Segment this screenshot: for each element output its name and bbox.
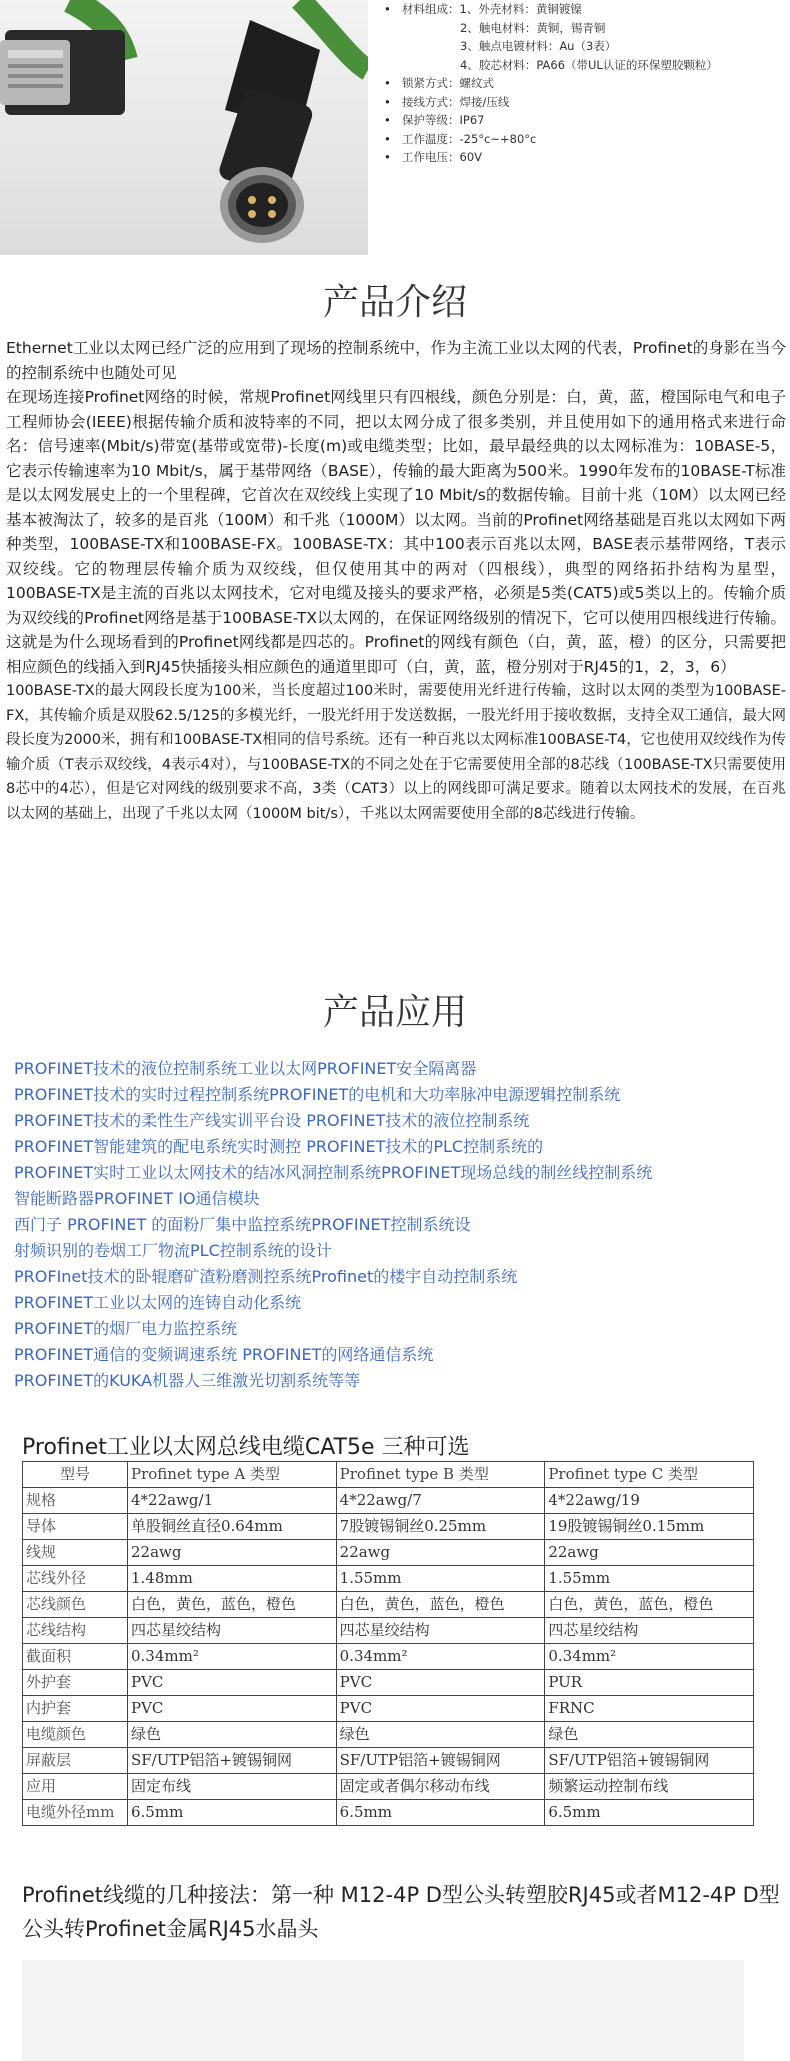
table-cell: PVC: [336, 1696, 545, 1722]
table-cell: 芯线结构: [23, 1618, 128, 1644]
table-cell: 1.48mm: [128, 1566, 337, 1592]
rj45-plug: [0, 30, 125, 115]
spec-label: 工作温度：: [402, 131, 460, 146]
table-cell: 频繁运动控制布线: [545, 1774, 754, 1800]
intro-title: 产品介绍: [322, 282, 467, 323]
table-cell: 6.5mm: [336, 1800, 545, 1826]
table-row: [23, 1774, 754, 1800]
table-cell: 四芯星绞结构: [545, 1618, 754, 1644]
table-cell: 四芯星绞结构: [128, 1618, 337, 1644]
table-cell: PVC: [128, 1696, 337, 1722]
spec-item: [384, 0, 784, 19]
table-cell: 线规: [23, 1540, 128, 1566]
table-cell: 4*22awg/1: [128, 1488, 337, 1514]
table-cell: PUR: [545, 1670, 754, 1696]
table-row: [23, 1540, 754, 1566]
table-header-row: [23, 1462, 754, 1488]
table-cell: 白色，黄色，蓝色，橙色: [336, 1592, 545, 1618]
table-cell: 22awg: [336, 1540, 545, 1566]
spec-value: 1、外壳材料：黄铜镀镍: [459, 2, 582, 16]
spec-item: [384, 93, 784, 112]
spec-label: 锁紧方式：: [402, 76, 460, 90]
table-cell: FRNC: [545, 1696, 754, 1722]
table-cell: 导体: [23, 1514, 128, 1540]
table-cell: 绿色: [336, 1722, 545, 1748]
table-cell: 白色，黄色，蓝色，橙色: [128, 1592, 337, 1618]
table-cell: 4*22awg/7: [336, 1488, 545, 1514]
table-cell: 屏蔽层: [23, 1748, 128, 1774]
table-cell: 22awg: [128, 1540, 337, 1566]
table-cell: PVC: [336, 1670, 545, 1696]
table-row: [23, 1514, 754, 1540]
table-header-cell: Profinet type B 类型: [336, 1462, 545, 1488]
spec-item: [384, 74, 784, 93]
table-cell: 7股镀锡铜丝0.25mm: [336, 1514, 545, 1540]
table-cell: 内护套: [23, 1696, 128, 1722]
table-cell: SF/UTP铝箔+镀锡铜网: [128, 1748, 337, 1774]
table-cell: 单股铜丝直径0.64mm: [128, 1514, 337, 1540]
table-row: [23, 1696, 754, 1722]
table-row: [23, 1748, 754, 1774]
table-cell: 固定或者偶尔移动布线: [336, 1774, 545, 1800]
spec-item: [384, 37, 784, 56]
apps-title: 产品应用: [322, 992, 467, 1033]
spec-value: 2、触电材料：黄铜，锡青铜: [460, 20, 606, 35]
table-cell: 外护套: [23, 1670, 128, 1696]
table-cell: 芯线外径: [23, 1566, 128, 1592]
table-cell: 四芯星绞结构: [336, 1618, 545, 1644]
table-cell: 0.34mm²: [336, 1644, 545, 1670]
application-link[interactable]: PROFINET的KUKA机器人三维激光切割系统等等: [14, 1371, 361, 1390]
spec-item: [384, 148, 784, 167]
table-cell: 电缆外径mm: [23, 1800, 128, 1826]
connection-image: [22, 1960, 744, 2061]
m12-plug: [217, 20, 320, 243]
application-link[interactable]: PROFINET通信的变频调速系统 PROFINET的网络通信系统: [14, 1345, 434, 1364]
product-header: [0, 0, 790, 260]
application-list: [14, 1056, 652, 1394]
table-cell: 6.5mm: [545, 1800, 754, 1826]
spec-item: [384, 130, 784, 149]
table-header-cell: 型号: [23, 1462, 128, 1488]
intro-paragraph: 在现场连接Profinet网络的时候，常规Profinet网线里只有四根线，颜色分别是：白，黄，蓝，橙国际电气和电子工程师协会(IEEE)根据传输介质和波特率的不同，把以太网分成了很多类别，并且使用如下的通用格式来进行命名：信号速率(Mbit/s)带宽(基带或宽带)-长度(m)或电缆类型；比如，最早最经典的以太网标准为：10BASE-5，它表示传输速率为10 Mbit/s，属于基带网络（BASE），传输的最大距离为500米。1990年发布的10BASE-T标准是以太网发展史上的一个里程碑，它首次在双绞线上实现了10 Mbit/s的数据传输。目前十兆（10M）以太网已经基本被淘汰了，较多的是百兆（100M）和千兆（1000M）以太网。当前的Profinet网络基础是百兆以太网如下两种类型，100BASE-TX和100BASE-FX。100BASE-TX：其中100表示百兆以太网，BASE表示基带网络，T表示双绞线。它的物理层传输介质为双绞线，但仅使用其中的两对（四根线），典型的网络拓扑结构为星型，100BASE-TX是主流的百兆以太网技术，它对电缆及接头的要求严格，必须是5类(CAT5)或5类以上的。传输介质为双绞线的Profinet网络是基于100BASE-TX以太网的，在保证网络级别的情况下，它可以使用四根线进行传输。这就是为什么现场看到的Profinet网线都是四芯的。Profinet的网线有颜色（白，黄，蓝，橙）的区分，只需要把相应颜色的线插入到RJ45快插接头相应颜色的通道里即可（白，黄，蓝，橙分别对于RJ45的1，2，3，6）: [6, 388, 786, 676]
spec-list: [384, 0, 784, 167]
application-link[interactable]: 西门子 PROFINET 的面粉厂集中监控系统PROFINET控制系统设: [14, 1215, 471, 1234]
spec-label: 材料组成：: [402, 2, 460, 16]
spec-value: 螺纹式: [459, 76, 494, 90]
table-cell: 4*22awg/19: [545, 1488, 754, 1514]
table-cell: 19股镀锡铜丝0.15mm: [545, 1514, 754, 1540]
table-row: [23, 1644, 754, 1670]
table-row: [23, 1566, 754, 1592]
table-cell: 白色，黄色，蓝色，橙色: [545, 1592, 754, 1618]
application-link[interactable]: PROFINET技术的实时过程控制系统PROFINET的电机和大功率脉冲电源逻辑控制系统: [14, 1085, 621, 1104]
table-cell: 芯线颜色: [23, 1592, 128, 1618]
application-link[interactable]: 射频识别的卷烟工厂物流PLC控制系统的设计: [14, 1241, 332, 1260]
table-cell: 6.5mm: [128, 1800, 337, 1826]
application-link[interactable]: PROFINET的烟厂电力监控系统: [14, 1319, 238, 1338]
table-cell: 应用: [23, 1774, 128, 1800]
spec-value: IP67: [459, 113, 485, 127]
table-row: [23, 1488, 754, 1514]
table-row: [23, 1722, 754, 1748]
spec-label: 接线方式：: [402, 94, 460, 109]
spec-value: -25°c~+80°c: [459, 131, 537, 146]
table-header-cell: Profinet type C 类型: [545, 1462, 754, 1488]
table-cell: PVC: [128, 1670, 337, 1696]
table-row: [23, 1670, 754, 1696]
application-link[interactable]: PROFINET实时工业以太网技术的结冰风洞控制系统PROFINET现场总线的制丝线控制系统: [14, 1163, 653, 1182]
table-cell: 1.55mm: [545, 1566, 754, 1592]
table-row: [23, 1618, 754, 1644]
table-cell: 固定布线: [128, 1774, 337, 1800]
application-link[interactable]: PROFInet技术的卧辊磨矿渣粉磨测控系统Profinet的楼宇自动控制系统: [14, 1267, 518, 1286]
application-link[interactable]: PROFINET技术的液位控制系统工业以太网PROFINET安全隔离器: [14, 1059, 477, 1078]
intro-paragraph: 100BASE-TX的最大网段长度为100米，当长度超过100米时，需要使用光纤进行传输，这时以太网的类型为100BASE-FX，其传输介质是双股62.5/125的多模光纤，一股光纤用于发送数据，一股光纤用于接收数据，支持全双工通信，最大网段长度为2000米，拥有和100BASE-TX相同的信号系统。还有一种百兆以太网标准100BASE-T4，它也使用双绞线作为传输介质（T表示双绞线，4表示4对），与100BASE-TX的不同之处在于它需要使用全部的8芯线（100BASE-TX只需要使用8芯中的4芯），但是它对网线的级别要求不高，3类（CAT3）以上的网线即可满足要求。随着以太网技术的发展，在百兆以太网的基础上，出现了千兆以太网（1000M bit/s），千兆以太网需要使用全部的8芯线进行传输。: [6, 683, 786, 822]
spec-value: 4、胶芯材料：PA66（带UL认证的环保塑胶颗粒）: [460, 57, 718, 72]
spec-label: 保护等级：: [402, 113, 460, 127]
table-title: Profinet工业以太网总线电缆CAT5e 三种可选: [22, 1435, 470, 1460]
table-cell: 绿色: [545, 1722, 754, 1748]
connector-illustration: [0, 0, 368, 255]
intro-text: [6, 336, 786, 826]
application-link[interactable]: 智能断路器PROFINET IO通信模块: [14, 1189, 260, 1208]
spec-item: [384, 111, 784, 130]
table-cell: 规格: [23, 1488, 128, 1514]
application-link[interactable]: PROFINET工业以太网的连铸自动化系统: [14, 1293, 302, 1312]
application-link[interactable]: PROFINET智能建筑的配电系统实时测控 PROFINET技术的PLC控制系统的: [14, 1137, 544, 1156]
product-photo: [0, 0, 368, 255]
table-cell: 0.34mm²: [545, 1644, 754, 1670]
application-link[interactable]: PROFINET技术的柔性生产线实训平台设 PROFINET技术的液位控制系统: [14, 1111, 530, 1130]
table-cell: 0.34mm²: [128, 1644, 337, 1670]
spec-item: [384, 56, 784, 75]
table-row: [23, 1592, 754, 1618]
spec-value: 3、触点电镀材料：Au（3表）: [460, 39, 617, 53]
table-cell: SF/UTP铝箔+镀锡铜网: [545, 1748, 754, 1774]
spec-item: [384, 19, 784, 38]
table-cell: 绿色: [128, 1722, 337, 1748]
cable-spec-table: [22, 1461, 754, 1826]
table-cell: 截面积: [23, 1644, 128, 1670]
table-cell: 电缆颜色: [23, 1722, 128, 1748]
table-cell: 1.55mm: [336, 1566, 545, 1592]
spec-value: 焊接/压线: [459, 94, 510, 109]
intro-paragraph: Ethernet工业以太网已经广泛的应用到了现场的控制系统中，作为主流工业以太网的代表，Profinet的身影在当今的控制系统中也随处可见: [6, 339, 786, 382]
spec-value: 60V: [459, 150, 483, 164]
table-cell: SF/UTP铝箔+镀锡铜网: [336, 1748, 545, 1774]
spec-label: 工作电压：: [402, 150, 460, 164]
table-cell: 22awg: [545, 1540, 754, 1566]
table-row: [23, 1800, 754, 1826]
table-header-cell: Profinet type A 类型: [128, 1462, 337, 1488]
connection-method-text: Profinet线缆的几种接法：第一种 M12-4P D型公头转塑胶RJ45或者M12-4P D型公头转Profinet金属RJ45水晶头: [22, 1883, 780, 1941]
